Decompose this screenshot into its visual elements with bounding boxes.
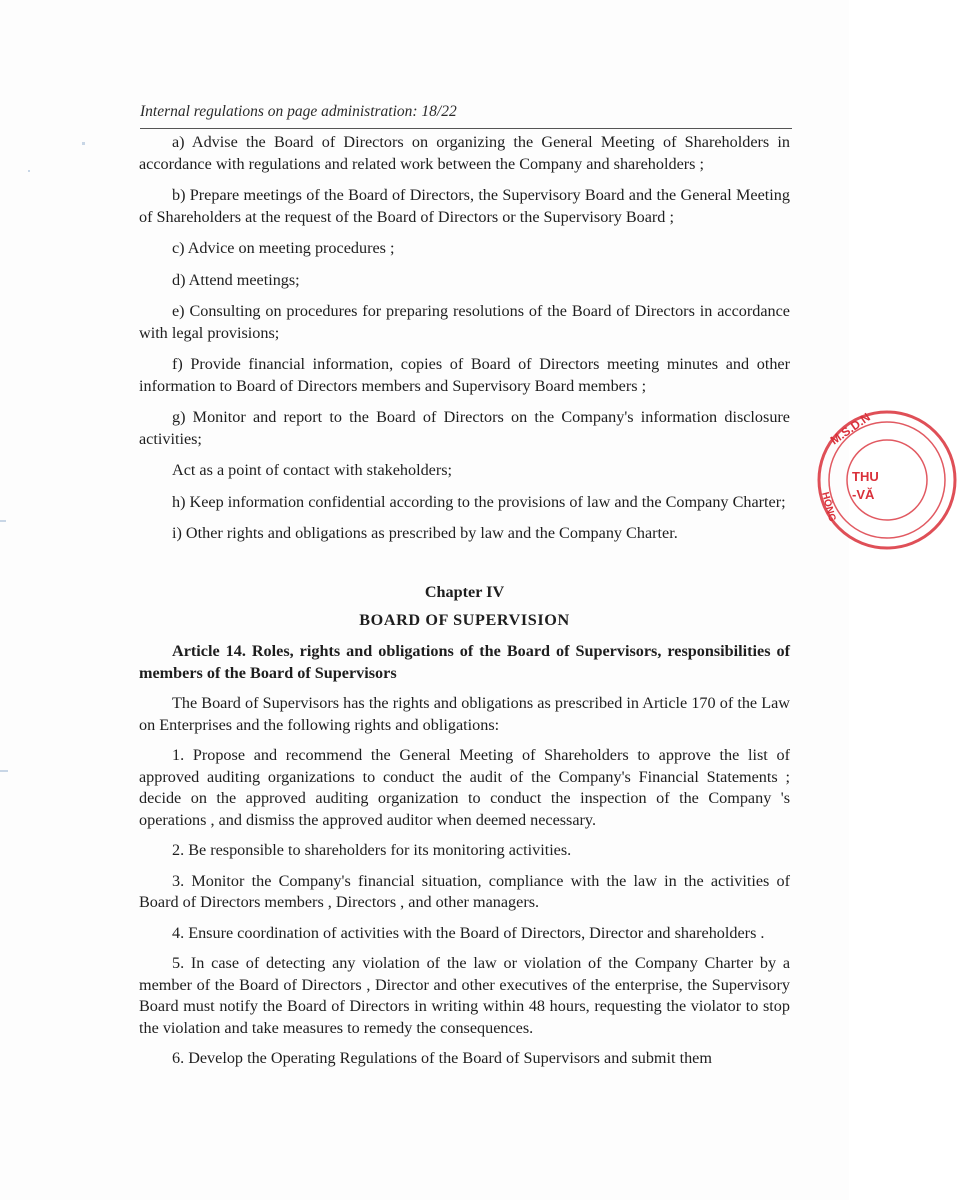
stamp-text-mid2: -VĂ (852, 487, 875, 502)
article-section (139, 641, 790, 1079)
duty-item: b) Prepare meetings of the Board of Directors, the Supervisory Board and the General Meeting of Shareholders at the request of the Board of Directors or the Supervisory Board ; (139, 186, 790, 226)
article-intro: The Board of Supervisors has the rights and obligations as prescribed in Article 170 of the Law on Enterprises and the following rights and obligations: (139, 694, 790, 734)
duty-item: g) Monitor and report to the Board of Directors on the Company's information disclosure activities; (139, 408, 790, 448)
scan-speck (28, 170, 30, 172)
duty-item: d) Attend meetings; (172, 270, 300, 289)
company-seal-stamp (812, 405, 962, 555)
chapter-number: Chapter IV (424, 583, 505, 601)
duty-item: e) Consulting on procedures for preparing resolutions of the Board of Directors in accordance with legal provisions; (139, 302, 790, 342)
scan-speck (82, 142, 85, 145)
header-divider (140, 128, 792, 129)
article-item: 1. Propose and recommend the General Meeting of Shareholders to approve the list of approved auditing organizations to conduct the audit of the Company's Financial Statements ; decide on the approved auditing organization to conduct the inspection of the Company 's operations , and dismiss the approved auditor when deemed necessary. (139, 746, 790, 829)
stamp-text-mid: THU (852, 469, 879, 484)
stamp-text-side: HỒNG (819, 490, 838, 523)
article-item: 6. Develop the Operating Regulations of the Board of Supervisors and submit them (172, 1049, 712, 1067)
scan-speck (0, 770, 8, 772)
duty-item: f) Provide financial information, copies of Board of Directors meeting minutes and other information to Board of Directors members and Supervisory Board members ; (139, 355, 790, 395)
article-item: 3. Monitor the Company's financial situation, compliance with the law in the activities of Board of Directors members , Directors , and other managers. (139, 871, 790, 911)
stamp-text-top: M.S.D.N (827, 409, 873, 448)
chapter-title: BOARD OF SUPERVISION (359, 611, 570, 629)
article-heading: Article 14. Roles, rights and obligations of the Board of Supervisors, responsibilities of members of the Board of Supervisors (139, 642, 790, 682)
duty-item: i) Other rights and obligations as prescribed by law and the Company Charter. (172, 524, 678, 542)
duty-item: h) Keep information confidential according to the provisions of law and the Company Charter; (172, 492, 786, 511)
article-item: 4. Ensure coordination of activities with the Board of Directors, Director and shareholders . (172, 923, 765, 942)
duty-item: Act as a point of contact with stakeholders; (172, 461, 453, 479)
article-item: 2. Be responsible to shareholders for its monitoring activities. (172, 841, 572, 859)
page-header: Internal regulations on page administration: 18/22 (140, 103, 457, 120)
duty-item: a) Advise the Board of Directors on organizing the General Meeting of Shareholders in accordance with regulations and related work between the Company and shareholders ; (139, 133, 790, 173)
duties-list (139, 132, 790, 555)
duty-item: c) Advice on meeting procedures ; (172, 239, 395, 257)
scan-speck (0, 520, 6, 522)
article-item: 5. In case of detecting any violation of the law or violation of the Company Charter by a member of the Board of Directors , Director and other executives of the enterprise, the Supervisory Board must notify the Board of Directors in writing within 48 hours, requesting the violator to stop the violation and take measures to remedy the consequences. (139, 954, 790, 1037)
